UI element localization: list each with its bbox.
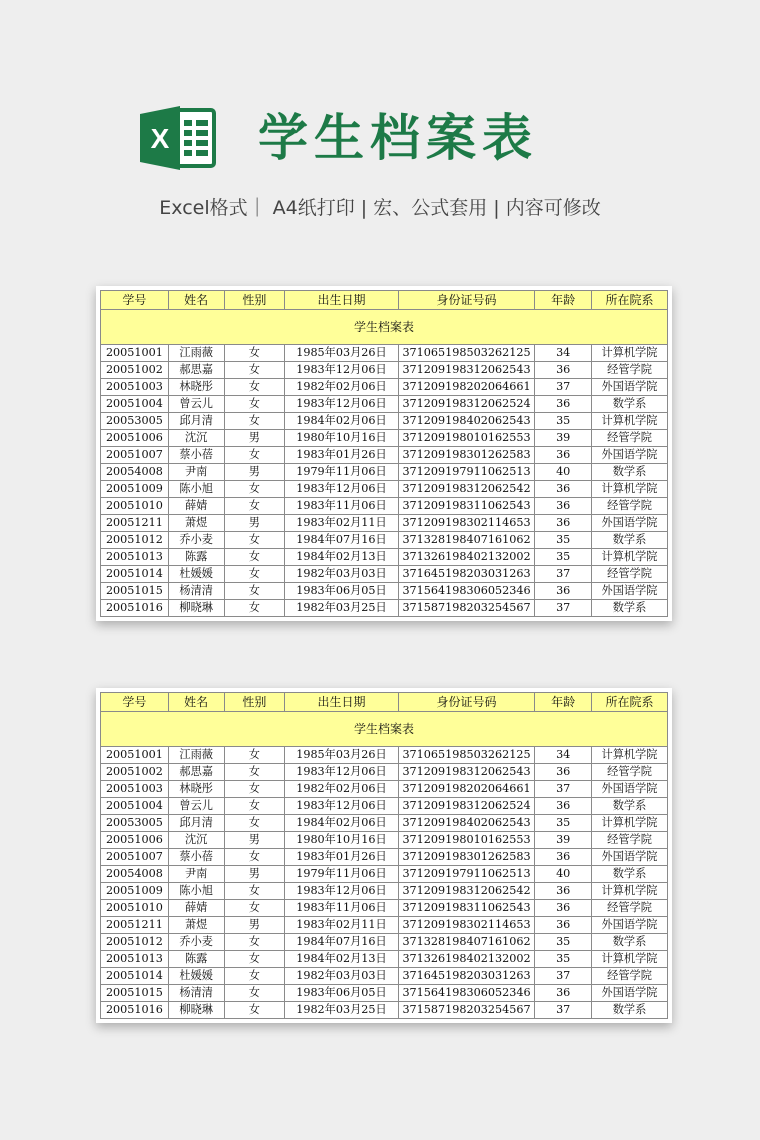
table-cell: 371209198311062543 [398, 900, 535, 917]
table-cell: 20051010 [101, 498, 169, 515]
table-cell: 经管学院 [592, 362, 668, 379]
table-cell: 数学系 [592, 1002, 668, 1019]
table-cell: 371209198301262583 [398, 849, 535, 866]
student-table-1 [100, 290, 668, 617]
table-row [101, 413, 668, 430]
table-cell: 371209198402062543 [398, 815, 535, 832]
table-cell: 39 [535, 832, 592, 849]
table-cell: 乔小麦 [168, 532, 224, 549]
table-cell: 20051013 [101, 951, 169, 968]
table-cell: 20051006 [101, 832, 169, 849]
table-row [101, 951, 668, 968]
table-cell: 数学系 [592, 866, 668, 883]
table-cell: 37 [535, 968, 592, 985]
table-cell: 经管学院 [592, 968, 668, 985]
page-title: 学生档案表 [258, 109, 538, 167]
table-cell: 371209198311062543 [398, 498, 535, 515]
table-cell: 萧煜 [168, 917, 224, 934]
table-cell: 36 [535, 362, 592, 379]
table-cell: 柳晓琳 [168, 1002, 224, 1019]
table-cell: 女 [224, 532, 285, 549]
table-cell: 经管学院 [592, 430, 668, 447]
table-cell: 女 [224, 815, 285, 832]
table-cell: 1983年12月06日 [285, 481, 398, 498]
table-cell: 40 [535, 866, 592, 883]
table-cell: 35 [535, 934, 592, 951]
table-cell: 35 [535, 815, 592, 832]
table-cell: 邱月清 [168, 815, 224, 832]
logo-letter: X [150, 123, 170, 154]
table-cell: 女 [224, 747, 285, 764]
excel-logo-icon [140, 104, 218, 172]
table-cell: 女 [224, 849, 285, 866]
table-cell: 20051001 [101, 747, 169, 764]
table-cell: 1983年11月06日 [285, 498, 398, 515]
table-cell: 1984年02月13日 [285, 549, 398, 566]
column-header: 性别 [224, 291, 285, 310]
table-cell: 蔡小蓓 [168, 849, 224, 866]
table-cell: 371209197911062513 [398, 866, 535, 883]
table-cell: 林晓彤 [168, 781, 224, 798]
table-cell: 杜媛媛 [168, 566, 224, 583]
table-cell: 20054008 [101, 464, 169, 481]
table-cell: 371209198312062542 [398, 481, 535, 498]
column-header: 所在院系 [592, 291, 668, 310]
table-cell: 计算机学院 [592, 549, 668, 566]
column-header: 学号 [101, 291, 169, 310]
table-row [101, 781, 668, 798]
table-cell: 20051006 [101, 430, 169, 447]
table-row [101, 362, 668, 379]
table-cell: 371209198010162553 [398, 430, 535, 447]
column-header: 姓名 [168, 291, 224, 310]
table-cell: 36 [535, 447, 592, 464]
table-cell: 数学系 [592, 396, 668, 413]
table-cell: 林晓彤 [168, 379, 224, 396]
table-cell: 39 [535, 430, 592, 447]
table-cell: 曾云儿 [168, 396, 224, 413]
table-cell: 女 [224, 549, 285, 566]
table-cell: 杨清清 [168, 985, 224, 1002]
table-body [101, 747, 668, 1019]
table-cell: 20051001 [101, 345, 169, 362]
table-cell: 陈露 [168, 549, 224, 566]
table-row [101, 583, 668, 600]
table-cell: 男 [224, 832, 285, 849]
table-cell: 女 [224, 396, 285, 413]
column-header: 年龄 [535, 693, 592, 712]
table-cell: 1985年03月26日 [285, 747, 398, 764]
table-cell: 371645198203031263 [398, 566, 535, 583]
table-cell: 蔡小蓓 [168, 447, 224, 464]
table-cell: 经管学院 [592, 566, 668, 583]
table-cell: 江雨薇 [168, 345, 224, 362]
table-cell: 1983年06月05日 [285, 583, 398, 600]
table-cell: 曾云儿 [168, 798, 224, 815]
table-cell: 计算机学院 [592, 413, 668, 430]
table-cell: 邱月清 [168, 413, 224, 430]
table-cell: 女 [224, 600, 285, 617]
table-cell: 34 [535, 345, 592, 362]
table-cell: 沈沉 [168, 832, 224, 849]
table-cell: 杨清清 [168, 583, 224, 600]
table-cell: 1983年01月26日 [285, 447, 398, 464]
table-cell: 36 [535, 883, 592, 900]
table-cell: 1982年03月25日 [285, 1002, 398, 1019]
table-cell: 女 [224, 498, 285, 515]
table-row [101, 515, 668, 532]
table-cell: 数学系 [592, 464, 668, 481]
table-cell: 20051015 [101, 985, 169, 1002]
page-header [0, 0, 760, 280]
column-header: 姓名 [168, 693, 224, 712]
table-cell: 1982年03月03日 [285, 566, 398, 583]
table-cell: 计算机学院 [592, 345, 668, 362]
table-row [101, 747, 668, 764]
table-cell: 1983年02月11日 [285, 917, 398, 934]
table-cell: 女 [224, 985, 285, 1002]
table-row [101, 396, 668, 413]
table-cell: 女 [224, 951, 285, 968]
table-cell: 37 [535, 566, 592, 583]
table-cell: 女 [224, 481, 285, 498]
table-cell: 20051010 [101, 900, 169, 917]
table-row [101, 798, 668, 815]
table-cell: 20051004 [101, 396, 169, 413]
student-table-2 [100, 692, 668, 1019]
table-cell: 男 [224, 866, 285, 883]
table-cell: 36 [535, 985, 592, 1002]
table-cell: 陈小旭 [168, 883, 224, 900]
table-row [101, 464, 668, 481]
table-cell: 36 [535, 396, 592, 413]
table-row [101, 764, 668, 781]
page-subtitle: Excel格式｜ A4纸打印 | 宏、公式套用 | 内容可修改 [159, 197, 601, 219]
table-cell: 371326198402132002 [398, 951, 535, 968]
table-cell: 20051016 [101, 1002, 169, 1019]
table-cell: 杜媛媛 [168, 968, 224, 985]
table-cell: 371209198202064661 [398, 781, 535, 798]
table-row [101, 549, 668, 566]
table-cell: 女 [224, 883, 285, 900]
table-cell: 36 [535, 798, 592, 815]
spreadsheet-preview-1 [96, 286, 672, 621]
table-cell: 女 [224, 379, 285, 396]
table-cell: 外国语学院 [592, 515, 668, 532]
table-cell: 女 [224, 413, 285, 430]
table-row [101, 866, 668, 883]
table-cell: 371209198312062543 [398, 764, 535, 781]
table-cell: 经管学院 [592, 764, 668, 781]
table-cell: 男 [224, 430, 285, 447]
table-cell: 20051015 [101, 583, 169, 600]
table-cell: 计算机学院 [592, 883, 668, 900]
table-row [101, 883, 668, 900]
table-cell: 20051014 [101, 566, 169, 583]
table-row [101, 566, 668, 583]
table-cell: 陈露 [168, 951, 224, 968]
column-header: 学号 [101, 693, 169, 712]
table-cell: 20051009 [101, 883, 169, 900]
table-row [101, 379, 668, 396]
table-cell: 外国语学院 [592, 583, 668, 600]
table-row [101, 934, 668, 951]
table-cell: 1979年11月06日 [285, 866, 398, 883]
table-cell: 女 [224, 447, 285, 464]
table-cell: 1985年03月26日 [285, 345, 398, 362]
table-cell: 36 [535, 481, 592, 498]
table-cell: 郝思嘉 [168, 362, 224, 379]
table-cell: 计算机学院 [592, 951, 668, 968]
table-cell: 37 [535, 781, 592, 798]
table-cell: 371209198312062524 [398, 798, 535, 815]
column-header: 出生日期 [285, 693, 398, 712]
table-cell: 37 [535, 600, 592, 617]
table-cell: 1983年01月26日 [285, 849, 398, 866]
table-cell: 371065198503262125 [398, 345, 535, 362]
table-cell: 371645198203031263 [398, 968, 535, 985]
table-cell: 36 [535, 515, 592, 532]
table-cell: 女 [224, 798, 285, 815]
table-cell: 20054008 [101, 866, 169, 883]
table-cell: 计算机学院 [592, 747, 668, 764]
table-caption: 学生档案表 [101, 712, 668, 747]
table-cell: 1980年10月16日 [285, 832, 398, 849]
table-cell: 36 [535, 849, 592, 866]
table-cell: 20051002 [101, 764, 169, 781]
table-cell: 37 [535, 379, 592, 396]
table-cell: 371209198402062543 [398, 413, 535, 430]
header-row [101, 291, 668, 310]
table-cell: 371564198306052346 [398, 583, 535, 600]
table-row [101, 815, 668, 832]
table-cell: 薛婧 [168, 498, 224, 515]
table-cell: 20051013 [101, 549, 169, 566]
table-cell: 371209198301262583 [398, 447, 535, 464]
table-row [101, 447, 668, 464]
table-cell: 20051012 [101, 532, 169, 549]
table-cell: 沈沉 [168, 430, 224, 447]
table-row [101, 600, 668, 617]
table-cell: 尹南 [168, 464, 224, 481]
table-cell: 371564198306052346 [398, 985, 535, 1002]
table-cell: 371209197911062513 [398, 464, 535, 481]
table-cell: 1982年02月06日 [285, 781, 398, 798]
table-cell: 经管学院 [592, 900, 668, 917]
table-cell: 尹南 [168, 866, 224, 883]
column-header: 性别 [224, 693, 285, 712]
table-cell: 女 [224, 764, 285, 781]
column-header: 出生日期 [285, 291, 398, 310]
table-cell: 36 [535, 917, 592, 934]
table-row [101, 498, 668, 515]
table-cell: 数学系 [592, 934, 668, 951]
table-cell: 男 [224, 464, 285, 481]
table-cell: 1984年07月16日 [285, 532, 398, 549]
table-cell: 男 [224, 515, 285, 532]
table-cell: 20051007 [101, 849, 169, 866]
table-cell: 1983年12月06日 [285, 764, 398, 781]
table-cell: 1984年02月06日 [285, 815, 398, 832]
table-caption: 学生档案表 [101, 310, 668, 345]
table-cell: 20051002 [101, 362, 169, 379]
table-cell: 数学系 [592, 600, 668, 617]
table-cell: 陈小旭 [168, 481, 224, 498]
table-body [101, 345, 668, 617]
table-cell: 35 [535, 413, 592, 430]
column-header: 年龄 [535, 291, 592, 310]
table-cell: 女 [224, 362, 285, 379]
table-cell: 数学系 [592, 532, 668, 549]
table-cell: 女 [224, 968, 285, 985]
table-cell: 371209198312062542 [398, 883, 535, 900]
table-cell: 371209198202064661 [398, 379, 535, 396]
column-header: 身份证号码 [398, 291, 535, 310]
table-row [101, 1002, 668, 1019]
table-cell: 1983年11月06日 [285, 900, 398, 917]
table-cell: 1980年10月16日 [285, 430, 398, 447]
table-cell: 36 [535, 498, 592, 515]
table-cell: 36 [535, 764, 592, 781]
table-cell: 20051003 [101, 781, 169, 798]
table-cell: 20051012 [101, 934, 169, 951]
table-cell: 20053005 [101, 815, 169, 832]
table-cell: 36 [535, 583, 592, 600]
table-row [101, 430, 668, 447]
table-cell: 计算机学院 [592, 481, 668, 498]
spreadsheet-preview-2 [96, 688, 672, 1023]
table-cell: 薛婧 [168, 900, 224, 917]
table-cell: 女 [224, 345, 285, 362]
header-row [101, 693, 668, 712]
table-cell: 20051211 [101, 515, 169, 532]
table-cell: 371209198302114653 [398, 917, 535, 934]
table-row [101, 832, 668, 849]
table-cell: 经管学院 [592, 498, 668, 515]
table-cell: 20051007 [101, 447, 169, 464]
table-cell: 371209198302114653 [398, 515, 535, 532]
table-cell: 男 [224, 917, 285, 934]
table-cell: 1982年03月25日 [285, 600, 398, 617]
table-cell: 女 [224, 781, 285, 798]
table-cell: 20051211 [101, 917, 169, 934]
table-cell: 20051016 [101, 600, 169, 617]
table-cell: 女 [224, 583, 285, 600]
table-cell: 36 [535, 900, 592, 917]
table-cell: 1983年12月06日 [285, 883, 398, 900]
table-cell: 江雨薇 [168, 747, 224, 764]
table-cell: 371209198312062524 [398, 396, 535, 413]
table-row [101, 985, 668, 1002]
table-cell: 20051009 [101, 481, 169, 498]
table-cell: 20051003 [101, 379, 169, 396]
table-cell: 女 [224, 934, 285, 951]
table-cell: 数学系 [592, 798, 668, 815]
table-row [101, 532, 668, 549]
table-cell: 女 [224, 900, 285, 917]
table-cell: 35 [535, 549, 592, 566]
table-cell: 计算机学院 [592, 815, 668, 832]
table-cell: 1984年07月16日 [285, 934, 398, 951]
table-cell: 乔小麦 [168, 934, 224, 951]
table-row [101, 849, 668, 866]
table-cell: 371326198402132002 [398, 549, 535, 566]
table-cell: 1983年02月11日 [285, 515, 398, 532]
table-cell: 女 [224, 566, 285, 583]
table-cell: 34 [535, 747, 592, 764]
table-cell: 柳晓琳 [168, 600, 224, 617]
table-cell: 外国语学院 [592, 849, 668, 866]
table-cell: 371328198407161062 [398, 934, 535, 951]
table-cell: 1983年12月06日 [285, 362, 398, 379]
table-cell: 20053005 [101, 413, 169, 430]
table-cell: 1983年12月06日 [285, 396, 398, 413]
table-cell: 371065198503262125 [398, 747, 535, 764]
table-cell: 35 [535, 532, 592, 549]
table-cell: 1983年06月05日 [285, 985, 398, 1002]
table-row [101, 481, 668, 498]
table-cell: 1982年02月06日 [285, 379, 398, 396]
table-cell: 外国语学院 [592, 379, 668, 396]
table-cell: 外国语学院 [592, 985, 668, 1002]
table-cell: 371209198010162553 [398, 832, 535, 849]
table-cell: 20051014 [101, 968, 169, 985]
table-cell: 40 [535, 464, 592, 481]
table-cell: 郝思嘉 [168, 764, 224, 781]
table-cell: 37 [535, 1002, 592, 1019]
table-cell: 371587198203254567 [398, 1002, 535, 1019]
table-row [101, 900, 668, 917]
table-cell: 20051004 [101, 798, 169, 815]
table-cell: 外国语学院 [592, 917, 668, 934]
table-cell: 外国语学院 [592, 447, 668, 464]
table-cell: 371328198407161062 [398, 532, 535, 549]
table-cell: 女 [224, 1002, 285, 1019]
table-cell: 35 [535, 951, 592, 968]
table-cell: 1983年12月06日 [285, 798, 398, 815]
table-row [101, 968, 668, 985]
table-cell: 1984年02月06日 [285, 413, 398, 430]
table-cell: 外国语学院 [592, 781, 668, 798]
table-cell: 1982年03月03日 [285, 968, 398, 985]
table-cell: 371209198312062543 [398, 362, 535, 379]
table-cell: 萧煜 [168, 515, 224, 532]
table-row [101, 345, 668, 362]
table-cell: 1984年02月13日 [285, 951, 398, 968]
column-header: 所在院系 [592, 693, 668, 712]
table-cell: 1979年11月06日 [285, 464, 398, 481]
column-header: 身份证号码 [398, 693, 535, 712]
table-cell: 经管学院 [592, 832, 668, 849]
table-cell: 371587198203254567 [398, 600, 535, 617]
table-row [101, 917, 668, 934]
